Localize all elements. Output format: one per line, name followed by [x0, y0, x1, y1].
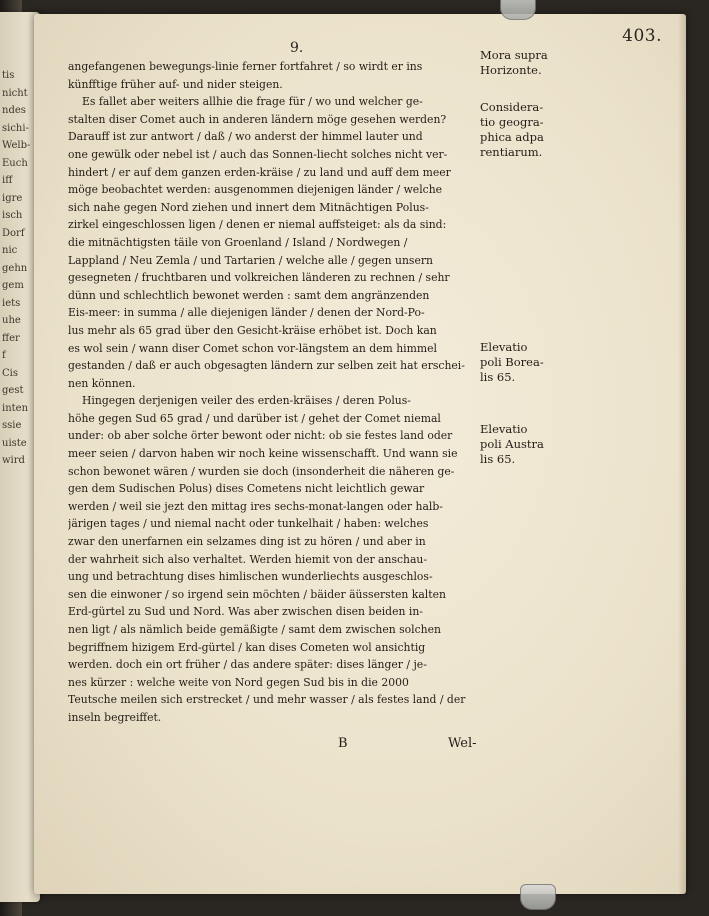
marginal-note-line: lis 65.: [480, 452, 516, 466]
marginal-note-line: lis 65.: [480, 370, 516, 384]
text-line: der wahrheit sich also verhaltet. Werden hiemit von der anschau-: [68, 552, 428, 566]
marginal-note-line: Elevatio: [480, 422, 528, 436]
marginal-note-line: Mora supra: [480, 48, 548, 62]
marginal-note-consideratio: [480, 100, 564, 160]
text-line: Teutsche meilen sich erstrecket / und mehr wasser / als festes land / der: [68, 693, 466, 707]
text-line: die mitnächtigsten täile von Groenland / Island / Nordwegen /: [68, 235, 408, 249]
previous-page-fragment: uhe: [2, 315, 21, 326]
text-line: es wol sein / wann diser Comet schon vor-längstem an dem himmel: [68, 341, 437, 355]
text-line: Es fallet aber weiters allhie die frage für / wo und welcher ge-: [82, 95, 423, 109]
text-line: meer seien / darvon haben wir noch keine wissenschafft. Und wann sie: [68, 447, 458, 461]
text-line: nen ligt / als nämlich beide gemäßigte / samt dem zwischen solchen: [68, 623, 441, 636]
text-line: nen können.: [68, 376, 136, 390]
previous-page-fragment: ffer: [2, 332, 20, 344]
text-line: lus mehr als 65 grad über den Gesicht-kräise erhöbet ist. Doch kan: [68, 323, 437, 337]
previous-page-fragment: ssie: [2, 420, 22, 431]
marginal-note-line: poli Austra: [480, 437, 544, 451]
text-line: one gewülk oder nebel ist / auch das Sonnen-liecht solches nicht ver-: [68, 147, 448, 161]
text-line: hindert / er auf dem ganzen erden-kräise / zu land und auff dem meer: [68, 165, 451, 179]
text-line: järigen tages / und niemal nacht oder tunkelhait / haben: welches: [68, 517, 429, 531]
text-line: zwar den unerfarnen ein selzames ding ist zu hören / und aber in: [68, 535, 426, 549]
previous-page-fragment: iff: [2, 175, 13, 186]
marginal-note-elevatio-australis: [480, 422, 564, 467]
previous-page-fragment: Dorf: [2, 227, 25, 239]
text-line: inseln begreiffet.: [68, 710, 162, 724]
previous-page-fragment: tis: [2, 70, 15, 81]
text-line: Hingegen derjenigen veiler des erden-kräises / deren Polus-: [82, 394, 411, 408]
previous-page-fragment: Euch: [2, 157, 28, 169]
signature-mark-top: 9.: [290, 40, 304, 56]
previous-page-fragment: nicht: [2, 87, 28, 99]
previous-page-fragment: gem: [2, 280, 24, 291]
previous-page-fragment: uiste: [2, 437, 27, 449]
marginal-note-line: Elevatio: [480, 340, 528, 354]
text-line: nes kürzer : welche weite von Nord gegen Sud bis in die 2000: [68, 675, 409, 689]
marginal-note-elevatio-borealis: [480, 340, 564, 385]
text-line: angefangenen bewegungs-linie ferner fortfahret / so wirdt er ins: [68, 60, 423, 73]
marginal-note-line: tio geogra-: [480, 115, 544, 129]
previous-page-fragment: igre: [2, 192, 23, 204]
previous-page-fragment: wird: [2, 455, 25, 466]
previous-page-fragment: inten: [2, 402, 29, 414]
previous-page-fragment: Welb-: [2, 140, 31, 151]
text-line: Erd-gürtel zu Sud und Nord. Was aber zwischen disen beiden in-: [68, 605, 423, 619]
catch-signature: B: [338, 736, 348, 751]
page-number: 403.: [622, 26, 662, 46]
marginal-note-line: phica adpa: [480, 130, 544, 144]
text-line: under: ob aber solche örter bewont oder nicht: ob sie festes land oder: [68, 429, 453, 443]
text-line: möge beobachtet werden: ausgenommen diejenigen länder / welche: [68, 183, 443, 197]
page-clip-bottom: [520, 884, 556, 910]
text-line: schon bewonet wären / wurden sie doch (insonderheit die näheren ge-: [68, 464, 455, 478]
text-line: stalten diser Comet auch in anderen ländern möge gesehen werden?: [68, 112, 447, 126]
text-line: werden / weil sie jezt den mittag ires sechs-monat-langen oder halb-: [68, 499, 443, 513]
marginal-note-mora: [480, 48, 564, 78]
text-line: sich nahe gegen Nord ziehen und innert dem Mitnächtigen Polus-: [68, 200, 429, 214]
previous-page-fragment: gest: [2, 385, 24, 396]
previous-page-fragment: gehn: [2, 262, 28, 274]
text-line: Eis-meer: in summa / alle diejenigen länder / denen der Nord-Po-: [68, 306, 425, 320]
previous-page-fragment: Cis: [2, 367, 18, 379]
text-line: gesegneten / fruchtbaren und volkreichen länderen zu rechnen / sehr: [68, 271, 450, 285]
text-line: dünn und schlechtlich bewonet werden : samt dem angränzenden: [68, 288, 430, 302]
previous-page-fragment: sichi-: [2, 122, 29, 134]
previous-page-fragment: nic: [2, 245, 18, 256]
marginal-note-line: Considera-: [480, 100, 544, 114]
previous-page-fragment: isch: [2, 210, 23, 221]
text-line: höhe gegen Sud 65 grad / und darüber ist / gehet der Comet niemal: [68, 411, 441, 425]
text-line: zirkel eingeschlossen ligen / denen er niemal auffsteiget: als da sind:: [68, 218, 447, 232]
text-line: gestanden / daß er auch obgesagten ländern zur selben zeit hat erschei-: [68, 359, 465, 373]
marginal-note-line: poli Borea-: [480, 355, 544, 369]
text-line: künfftige früher auf- und nider steigen.: [68, 77, 283, 91]
book-page: [34, 14, 686, 894]
text-line: gen dem Sudischen Polus) dises Cometens nicht leichtlich gewar: [68, 482, 425, 496]
text-line: ung und betrachtung dises himlischen wunderliechts ausgeschlos-: [68, 570, 433, 584]
page-clip-top: [500, 0, 536, 20]
previous-page-fragment: f: [2, 350, 6, 361]
text-line: Lappland / Neu Zemla / und Tartarien / welche alle / gegen unsern: [68, 253, 433, 267]
catchword: Wel-: [448, 736, 477, 751]
previous-page-fragment: ndes: [2, 105, 26, 116]
previous-page-fragment: iets: [2, 297, 21, 309]
page-edge-shadow: [678, 14, 686, 894]
body-text: [68, 58, 472, 727]
text-line: werden. doch ein ort früher / das andere später: dises länger / je-: [68, 658, 427, 672]
text-line: sen die einwoner / so irgend sein möchten / bäider äüssersten kalten: [68, 587, 446, 601]
text-line: Darauff ist zur antwort / daß / wo anderst der himmel lauter und: [68, 130, 423, 144]
text-line: begriffnem hizigem Erd-gürtel / kan dises Cometen wol ansichtig: [68, 640, 426, 654]
marginal-note-line: Horizonte.: [480, 63, 542, 77]
marginal-note-line: rentiarum.: [480, 145, 543, 159]
